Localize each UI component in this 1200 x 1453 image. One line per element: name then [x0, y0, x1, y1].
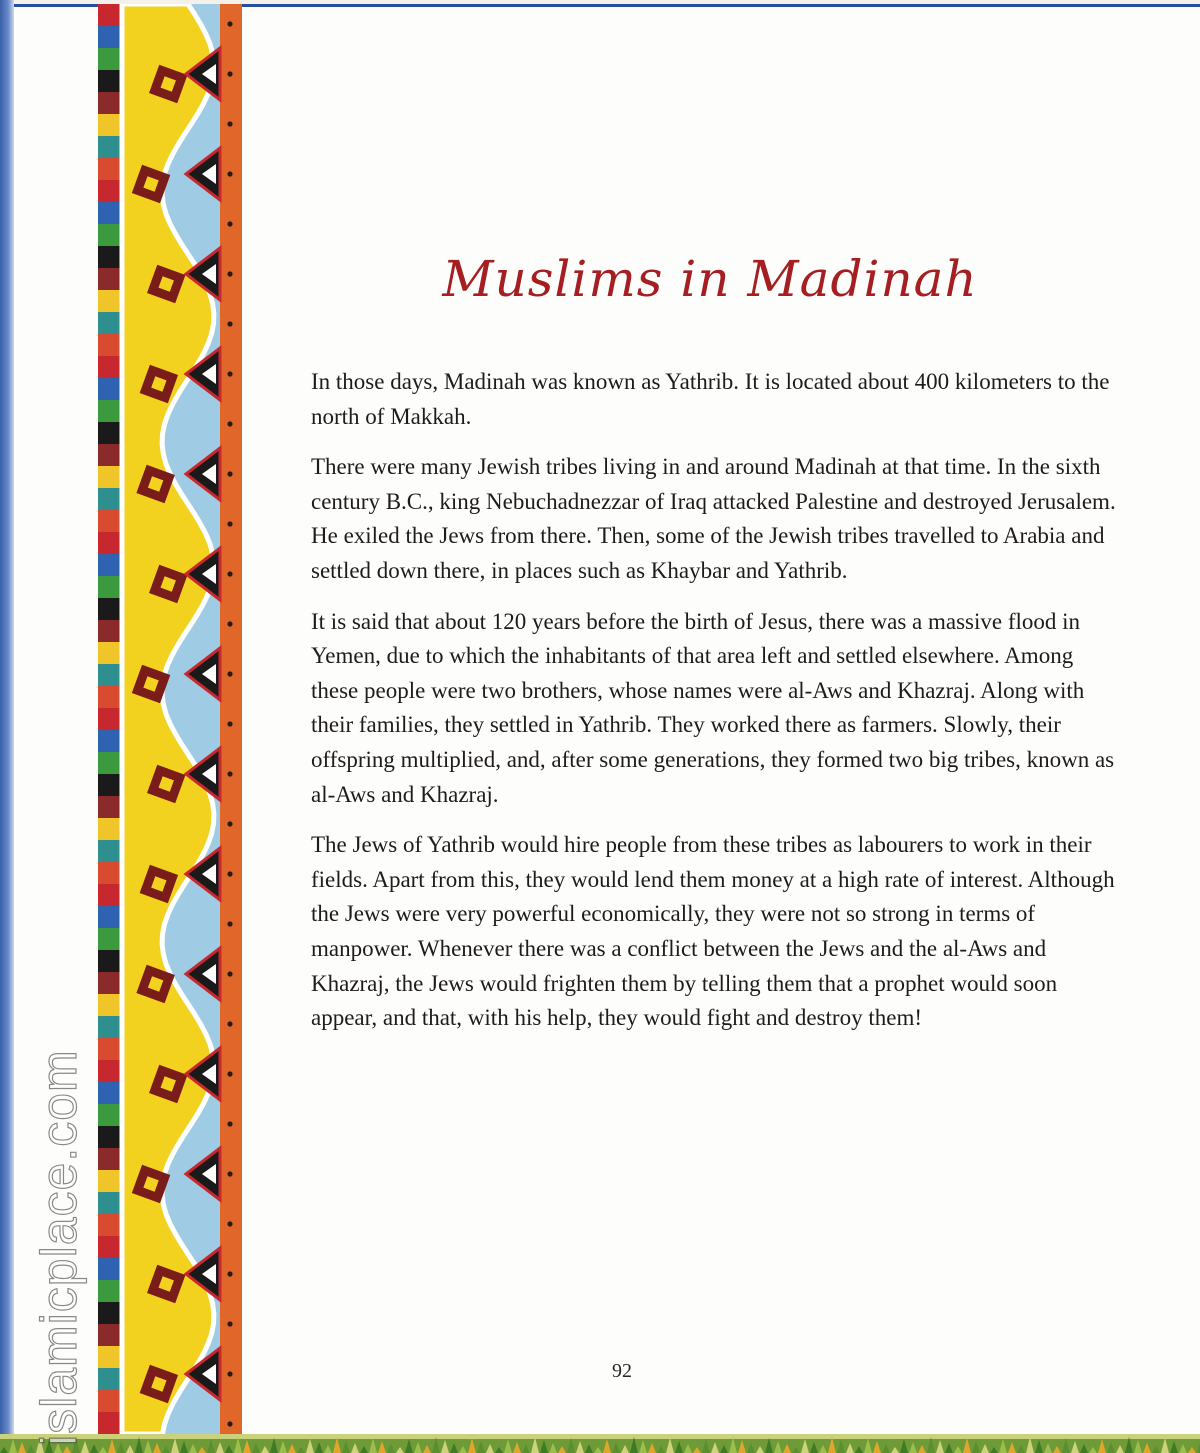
paragraph-3: It is said that about 120 years before the birth of Jesus, there was a massive flood in Yemen, due to which the inhabitants of that area left and settled elsewhere. Among these people were two brothers, whose names were al-Aws and Khazraj. Along with their families, they settled in Yathrib. They worked there as farmers. Slowly, their offspring multiplied, and, after some generations, they formed two big tribes, known as al-Aws and Khazraj.	[311, 608, 1115, 807]
bottom-illustration-strip	[0, 1434, 1200, 1453]
orange-band	[220, 4, 242, 1434]
decorative-border-strip	[94, 4, 244, 1434]
page-number: 92	[612, 1360, 632, 1382]
paragraph-1: In those days, Madinah was known as Yathrib. It is located about 400 kilometers to the north of Makkah.	[311, 369, 1110, 429]
paragraph-4: The Jews of Yathrib would hire people from these tribes as labourers to work in their fields. Apart from this, they would lend them money at a high rate of interest. Although the Jews were very powerful economically, they were not so strong in terms of manpower. Whenever there was a conflict between the Jews and the al-Aws and Khazraj, the Jews would frighten them by telling them that a prophet would soon appear, and that, with his help, they would fight and destroy them!	[311, 832, 1115, 1031]
page-title: Muslims in Madinah	[442, 250, 978, 308]
watermark: islamicplace.com	[31, 1049, 87, 1446]
body-text	[311, 365, 1116, 1052]
paragraph-2: There were many Jewish tribes living in and around Madinah at that time. In the sixth century B.C., king Nebuchadnezzar of Iraq attacked Palestine and destroyed Jerusalem. He exiled the Jews from there. Then, some of the Jewish tribes travelled to Arabia and settled down there, in places such as Khaybar and Yathrib.	[311, 454, 1116, 583]
book-left-edge	[0, 0, 14, 1453]
